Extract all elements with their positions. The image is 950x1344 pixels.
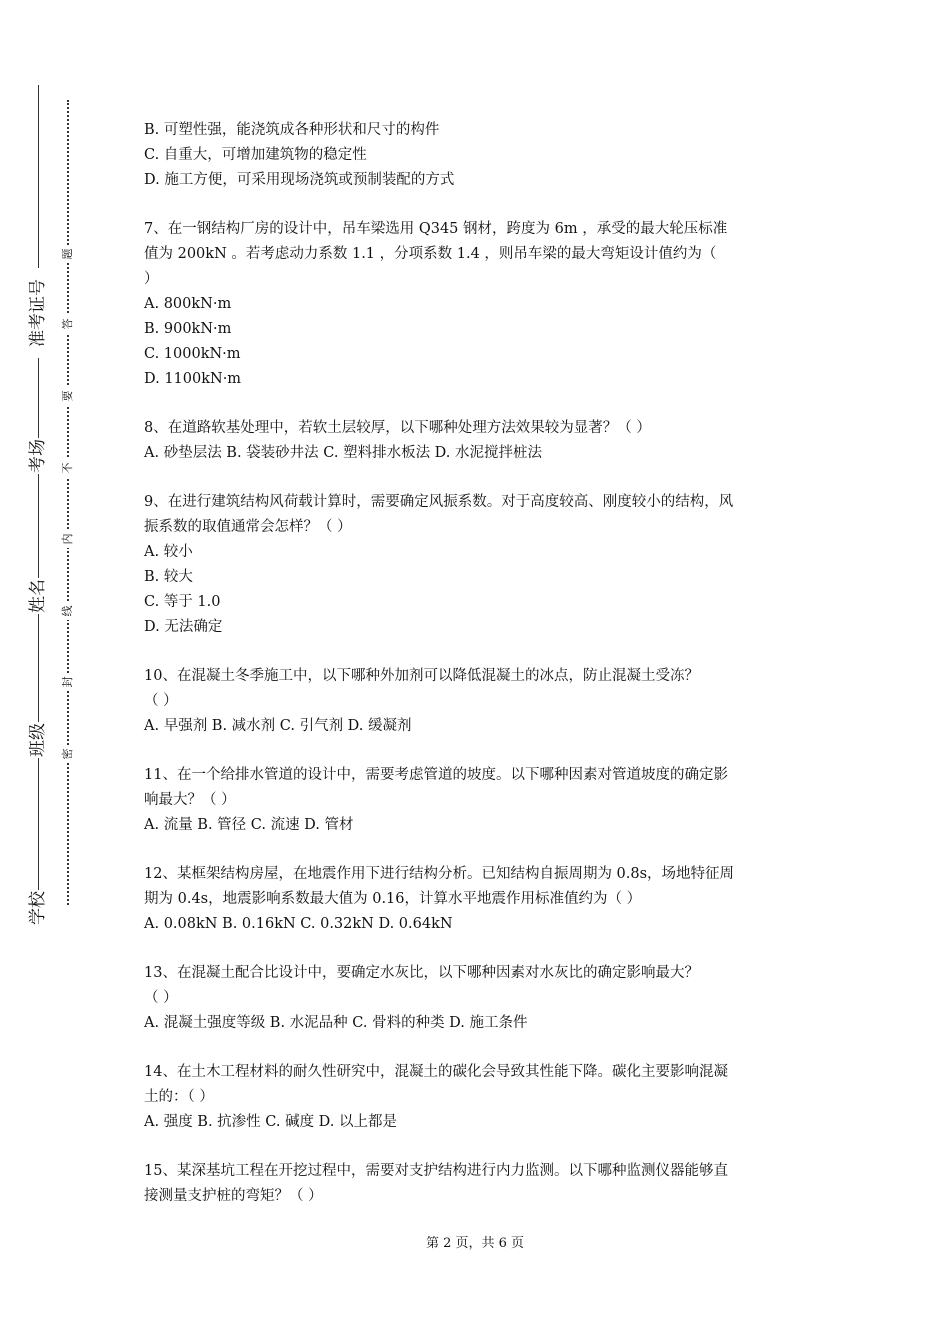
question-11 — [144, 763, 814, 838]
option: A. 800kN·m — [144, 296, 232, 312]
option: A. 0.08kN B. 0.16kN C. 0.32kN D. 0.64kN — [144, 916, 453, 932]
question-14 — [144, 1060, 814, 1135]
seal-char: 不 — [62, 459, 74, 477]
option: C. 等于 1.0 — [144, 594, 221, 610]
question-text: 14、在土木工程材料的耐久性研究中，混凝土的碳化会导致其性能下降。碳化主要影响混凝 — [144, 1064, 728, 1080]
question-text: 11、在一个给排水管道的设计中，需要考虑管道的坡度。以下哪种因素对管道坡度的确定影 — [144, 767, 728, 783]
question-text: ） — [144, 271, 159, 287]
question-text: 期为 0.4s，地震影响系数最大值为 0.16，计算水平地震作用标准值约为（ ） — [144, 891, 642, 907]
question-15 — [144, 1159, 814, 1209]
question-text: 12、某框架结构房屋，在地震作用下进行结构分析。已知结构自振周期为 0.8s，场地特征周 — [144, 866, 735, 882]
question-text: （ ） — [144, 990, 178, 1006]
seal-dotted-line — [67, 100, 69, 905]
option: D. 1100kN·m — [144, 371, 242, 387]
seal-char: 要 — [62, 387, 74, 405]
question-text: 9、在进行建筑结构风荷载计算时，需要确定风振系数。对于高度较高、刚度较小的结构，风 — [144, 494, 734, 510]
binding-label-school: 学校 — [20, 890, 56, 926]
option: C. 自重大，可增加建筑物的稳定性 — [144, 147, 367, 163]
binding-label-name: 姓名 — [20, 578, 56, 614]
question-text: 振系数的取值通常会怎样？（ ） — [144, 519, 352, 535]
option: D. 无法确定 — [144, 619, 223, 635]
question-text: 13、在混凝土配合比设计中，要确定水灰比，以下哪种因素对水灰比的确定影响最大？ — [144, 965, 699, 981]
question-content — [144, 118, 814, 1233]
question-list — [144, 217, 814, 1209]
option: C. 1000kN·m — [144, 346, 241, 362]
question-text: 响最大？（ ） — [144, 792, 236, 808]
question-13 — [144, 961, 814, 1036]
page-footer: 第 2 页，共 6 页 — [425, 1236, 525, 1251]
question-text: 7、在一钢结构厂房的设计中，吊车梁选用 Q345 钢材，跨度为 6m ，承受的最大轮压标准 — [144, 221, 728, 237]
question-text: 10、在混凝土冬季施工中，以下哪种外加剂可以降低混凝土的冰点，防止混凝土受冻？ — [144, 668, 699, 684]
seal-char: 线 — [62, 602, 74, 620]
seal-char: 内 — [62, 530, 74, 548]
seal-char: 封 — [62, 673, 74, 691]
option: B. 较大 — [144, 569, 193, 585]
question-text: 值为 200kN 。若考虑动力系数 1.1 ，分项系数 1.4 ，则吊车梁的最大弯矩设计值约为（ — [144, 246, 717, 262]
binding-label-exam-number: 准考证号 — [0, 268, 83, 358]
question-text: 8、在道路软基处理中，若软土层较厚，以下哪种处理方法效果较为显著？（ ） — [144, 420, 651, 436]
option: A. 较小 — [144, 544, 193, 560]
question-9 — [144, 490, 814, 640]
seal-char: 题 — [62, 245, 74, 263]
continuation-block — [144, 118, 814, 193]
question-text: 接测量支护桩的弯矩？（ ） — [144, 1188, 323, 1204]
binding-label-class: 班级 — [20, 722, 56, 758]
question-text: 土的：（ ） — [144, 1089, 214, 1105]
question-12 — [144, 862, 814, 937]
option: D. 施工方便，可采用现场浇筑或预制装配的方式 — [144, 172, 455, 188]
seal-char: 答 — [62, 315, 74, 333]
binding-line — [38, 85, 39, 925]
seal-char: 密 — [62, 745, 74, 763]
question-10 — [144, 664, 814, 739]
option: B. 可塑性强，能浇筑成各种形状和尺寸的构件 — [144, 122, 440, 138]
option: A. 强度 B. 抗渗性 C. 碱度 D. 以上都是 — [144, 1114, 398, 1130]
question-text: （ ） — [144, 693, 178, 709]
option: A. 混凝土强度等级 B. 水泥品种 C. 骨料的种类 D. 施工条件 — [144, 1015, 528, 1031]
binding-label-exam-room: 考场 — [20, 438, 56, 474]
question-7 — [144, 217, 814, 392]
option: A. 砂垫层法 B. 袋装砂井法 C. 塑料排水板法 D. 水泥搅拌桩法 — [144, 445, 543, 461]
question-text: 15、某深基坑工程在开挖过程中，需要对支护结构进行内力监测。以下哪种监测仪器能够直 — [144, 1163, 728, 1179]
question-8 — [144, 416, 814, 466]
option: B. 900kN·m — [144, 321, 232, 337]
option: A. 流量 B. 管径 C. 流速 D. 管材 — [144, 817, 354, 833]
option: A. 早强剂 B. 减水剂 C. 引气剂 D. 缓凝剂 — [144, 718, 412, 734]
